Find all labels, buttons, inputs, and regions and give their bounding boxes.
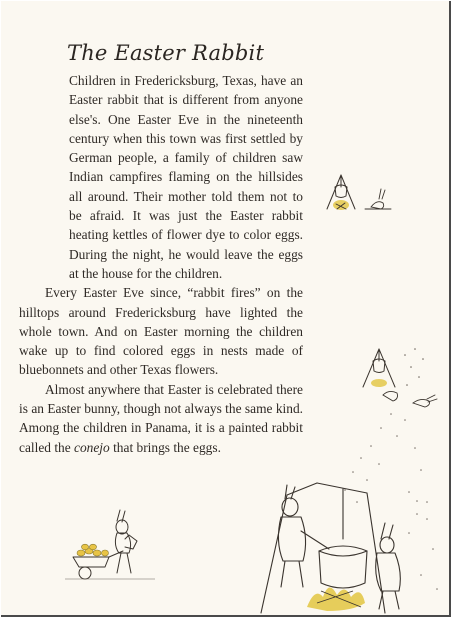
conejo-word: conejo bbox=[74, 439, 110, 455]
rabbits-kettle-illustration bbox=[257, 479, 447, 615]
campfire-drawing-1 bbox=[319, 169, 399, 219]
kettle-scene-drawing bbox=[257, 479, 447, 615]
paragraph-1: Children in Fredericksburg, Texas, have an Easter rabbit that is different from anyone else's. One Easter Eve in the nineteenth century when this town was first settled by German people, a family of children saw Indian campfires flaming on the hillsides all around. Their mother told them not to be afraid. It was just the Easter rabbit heating kettles of flower dye to color eggs. During the night, he would leave the eggs at the house for the children. bbox=[69, 73, 303, 281]
page-title: The Easter Rabbit bbox=[67, 41, 265, 65]
paragraph-3 bbox=[19, 380, 303, 457]
paragraph-2: Every Easter Eve since, “rabbit fires” on the hilltops around Fredericksburg have lighted the whole town. And on Easter morning the children wake up to find colored eggs in nests made of bluebonnets and other Texas flowers. bbox=[19, 285, 303, 378]
rabbit-wheelbarrow-illustration bbox=[65, 509, 165, 583]
body-text bbox=[19, 71, 303, 457]
paragraph-3-text: Almost anywhere that Easter is celebrated there is an Easter bunny, though not always the same kind. Among the children in Panama, it is a painted rabbit called the bbox=[19, 381, 303, 455]
paragraph-3-end: that brings the eggs. bbox=[109, 439, 221, 455]
wheelbarrow-drawing bbox=[65, 509, 165, 583]
rabbit-campfire-illustration-1 bbox=[319, 169, 399, 219]
book-page bbox=[1, 1, 451, 617]
